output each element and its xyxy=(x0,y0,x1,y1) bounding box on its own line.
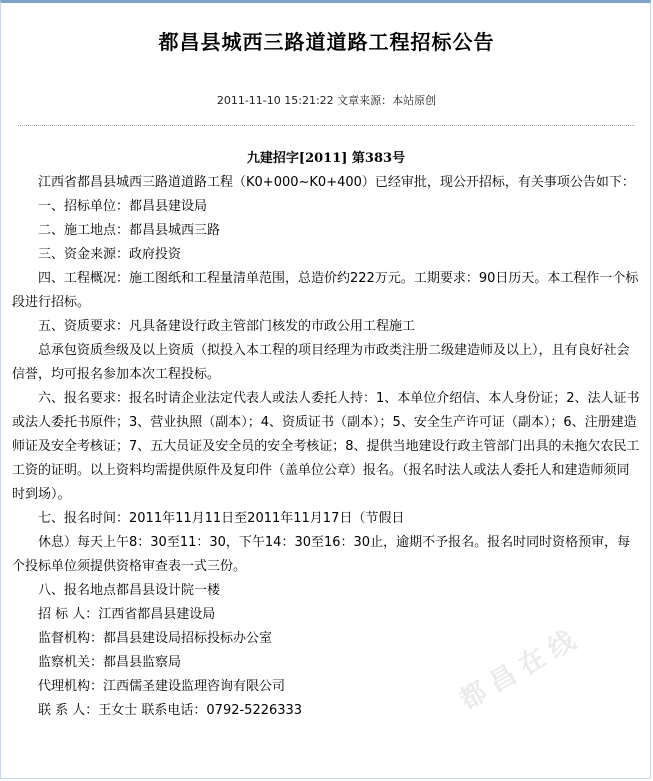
document-number: 九建招字[2011] 第383号 xyxy=(246,151,406,166)
paragraph: 二、施工地点：都昌县城西三路 xyxy=(38,223,221,238)
paragraph: 八、报名地点都昌县设计院一楼 xyxy=(38,583,221,598)
paragraph: 江西省都昌县城西三路道道路工程（K0+000~K0+400）已经审批，现公开招标，有关事项公告如下： xyxy=(38,175,635,190)
paragraph: 监察机关：都昌县监察局 xyxy=(38,655,182,670)
paragraph: 休息）每天上午8：30至11：30，下午14：30至16：30止，逾期不予报名。报名时同时资格预审，每个投标单位须提供资格审查表一式三份。 xyxy=(12,535,631,574)
article-meta: 2011-11-10 15:21:22 文章来源：本站原创 xyxy=(216,94,437,107)
watermark-logo: 都昌在线 xyxy=(454,621,588,716)
paragraph: 三、资金来源：政府投资 xyxy=(38,247,182,262)
paragraph: 五、资质要求：凡具备建设行政主管部门核发的市政公用工程施工 xyxy=(38,319,416,334)
paragraph: 总承包资质叁级及以上资质（拟投入本工程的项目经理为市政类注册二级建造师及以上），且有良好社会信誉，均可报名参加本次工程投标。 xyxy=(12,343,630,382)
paragraph: 招 标 人：江西省都昌县建设局 xyxy=(38,607,216,622)
paragraph: 联 系 人：王女士 联系电话：0792-5226333 xyxy=(38,703,303,718)
paragraph: 监督机构：都昌县建设局招标投标办公室 xyxy=(38,631,273,646)
divider xyxy=(18,125,635,126)
paragraph: 代理机构：江西儒圣建设监理咨询有限公司 xyxy=(38,679,286,694)
paragraph: 四、工程概况：施工图纸和工程量清单范围，总造价约222万元。工期要求：90日历天。本工程作一个标段进行招标。 xyxy=(12,271,639,310)
paragraph: 六、报名要求：报名时请企业法定代表人或法人委托人持：1、本单位介绍信、本人身份证；2、法人证书或法人委托书原件；3、营业执照（副本）；4、资质证书（副本）；5、安全生产许可证（副本）；6、注册建造师证及安全考核证；7、五大员证及安全员的安全考核证；8、提供当地建设行政主管部门出具的未拖欠农民工工资的证明。以上资料均需提供原件及复印件（盖单位公章）报名。（报名时法人或法人委托人和建造师须同时到场）。 xyxy=(12,391,640,502)
paragraph: 七、报名时间：2011年11月11日至2011年11月17日（节假日 xyxy=(38,511,405,526)
paragraph: 一、招标单位：都昌县建设局 xyxy=(38,199,208,214)
page-title: 都昌县城西三路道道路工程招标公告 xyxy=(158,30,495,54)
